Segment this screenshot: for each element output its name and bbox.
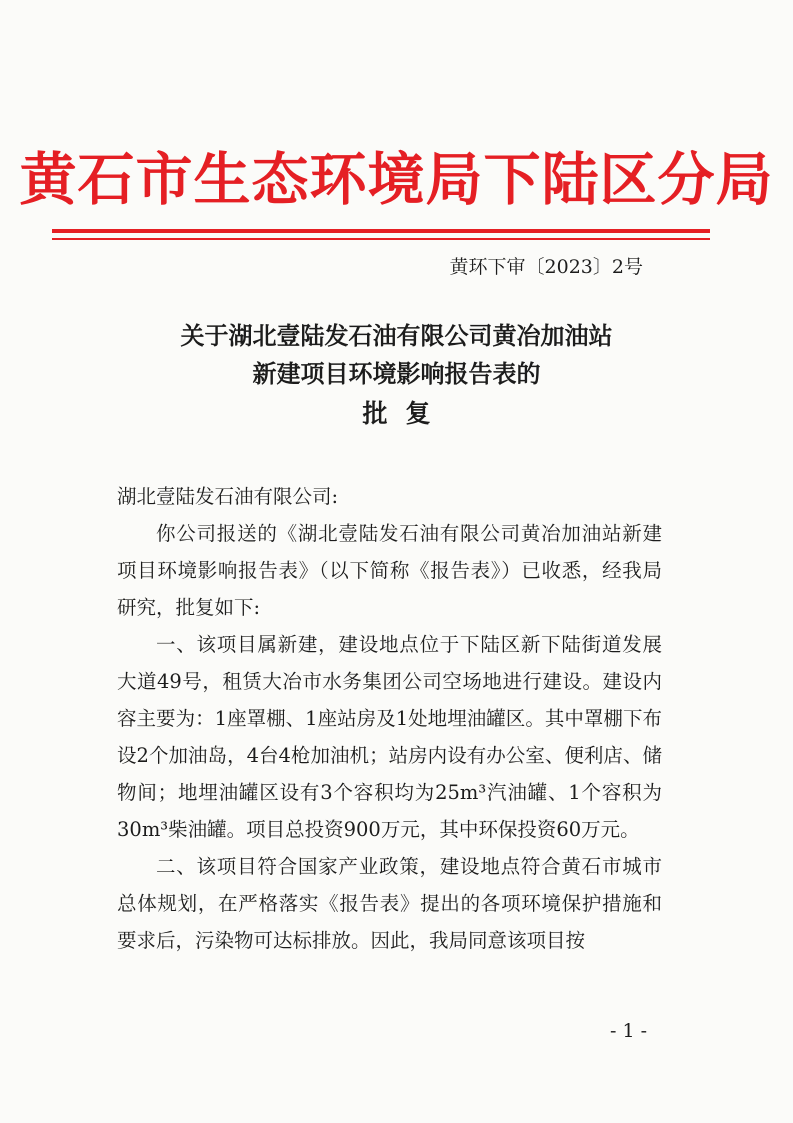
title-line-2: 新建项目环境影响报告表的 — [252, 359, 541, 388]
header-rule-thick — [52, 229, 710, 233]
document-number: 黄环下审〔2023〕2号 — [449, 256, 643, 278]
paragraph-one: 一、该项目属新建，建设地点位于下陆区新下陆街道发展大道49号，租赁大冶市水务集团公司空场地进行建设。建设内容主要为：1座罩棚、1座站房及1处地埋油罐区。其中罩棚下布设2个加油岛，4台4枪加油机；站房内设有办公室、便利店、储物间；地埋油罐区设有3个容积均为25m³汽油罐、1个容积为30m³柴油罐。项目总投资900万元，其中环保投资60万元。 — [117, 633, 662, 841]
issuer-header: 黄石市生态环境局下陆区分局 — [19, 147, 774, 213]
header-rule-thin — [52, 238, 710, 240]
paragraph-two: 二、该项目符合国家产业政策，建设地点符合黄石市城市总体规划，在严格落实《报告表》提出的各项环境保护措施和要求后，污染物可达标排放。因此，我局同意该项目按 — [117, 855, 662, 952]
document-body — [117, 478, 662, 959]
page-number: - 1 - — [609, 1020, 647, 1042]
salutation: 湖北壹陆发石油有限公司: — [117, 485, 339, 508]
paragraph-intro: 你公司报送的《湖北壹陆发石油有限公司黄冶加油站新建项目环境影响报告表》（以下简称《报告表》）已收悉，经我局研究，批复如下: — [117, 522, 662, 619]
title-line-1: 关于湖北壹陆发石油有限公司黄冶加油站 — [180, 321, 613, 350]
title-line-3: 批复 — [362, 399, 449, 428]
